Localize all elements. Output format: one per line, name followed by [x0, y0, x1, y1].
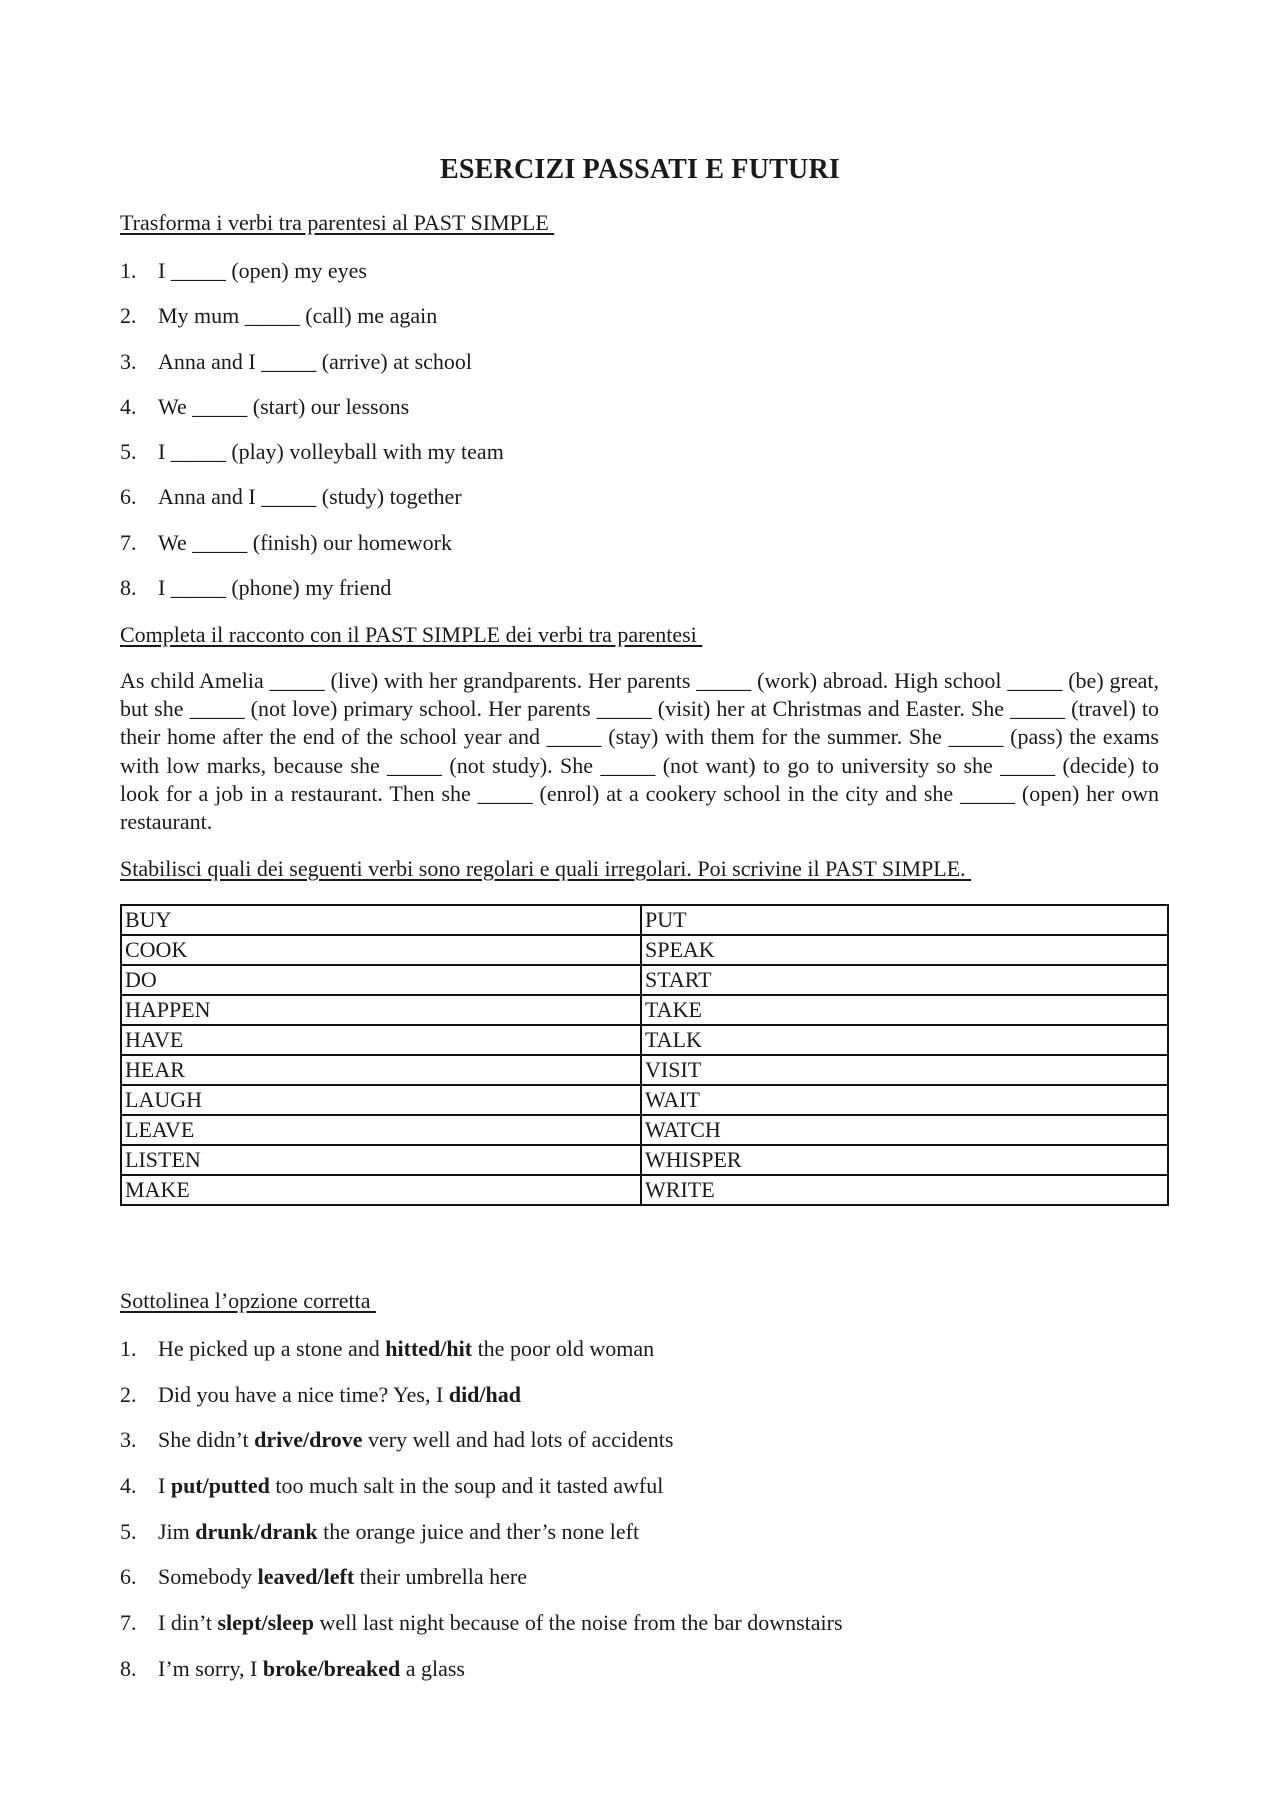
page-title: ESERCIZI PASSATI E FUTURI: [440, 154, 840, 185]
list-item: 5. Jim drunk/drank the orange juice and ther’s none left: [120, 1518, 640, 1544]
table-row: [121, 905, 1168, 935]
list-item: 6. Somebody leaved/left their umbrella here: [120, 1564, 528, 1590]
table-row: [121, 1175, 1168, 1205]
table-row: [121, 1085, 1168, 1115]
table-row: [121, 1025, 1168, 1055]
list-item: 2. My mum _____ (call) me again: [120, 303, 438, 329]
table-cell: SPEAK: [641, 935, 1168, 965]
verbs-table: [120, 904, 1169, 1206]
story-paragraph: As child Amelia _____ (live) with her grandparents. Her parents _____ (work) abroad. High school _____ (be) great, but she _____ (not love) primary school. Her parents _____ (visit) her at Christmas and Easter. She _____ (travel) to their home after the end of the school year and _____ (stay) with them for the summer. She _____ (pass) the exams with low marks, because she _____ (not study). She _____ (not want) to go to university so she _____ (decide) to look for a job in a restaurant. Then she _____ (enrol) at a cookery school in the city and she _____ (open) her own restaurant.: [120, 668, 1159, 835]
table-cell: WATCH: [641, 1115, 1168, 1145]
list-item: 6. Anna and I _____ (study) together: [120, 484, 462, 510]
table-cell: WAIT: [641, 1085, 1168, 1115]
list-item: 1. He picked up a stone and hitted/hit the poor old woman: [120, 1336, 655, 1361]
table-cell: PUT: [641, 905, 1168, 935]
section2-heading: Completa il racconto con il PAST SIMPLE dei verbi tra parentesi: [120, 622, 703, 647]
table-cell: DO: [121, 965, 641, 995]
section3-heading: Stabilisci quali dei seguenti verbi sono regolari e quali irregolari. Poi scrivine il PAST SIMPLE.: [120, 856, 972, 881]
list-item: 4. I put/putted too much salt in the soup and it tasted awful: [120, 1473, 664, 1499]
table-cell: TAKE: [641, 995, 1168, 1025]
table-cell: TALK: [641, 1025, 1168, 1055]
table-row: [121, 1115, 1168, 1145]
list-item: 5. I _____ (play) volleyball with my team: [120, 439, 504, 465]
table-row: [121, 965, 1168, 995]
table-cell: HAVE: [121, 1025, 641, 1055]
list-item: 3. Anna and I _____ (arrive) at school: [120, 348, 473, 374]
table-row: [121, 995, 1168, 1025]
list-item: 8. I’m sorry, I broke/breaked a glass: [120, 1655, 465, 1681]
table-cell: VISIT: [641, 1055, 1168, 1085]
list-item: 8. I _____ (phone) my friend: [120, 575, 392, 601]
section4-heading: Sottolinea l’opzione corretta: [120, 1288, 376, 1313]
list-item: 4. We _____ (start) our lessons: [120, 393, 410, 419]
table-cell: LAUGH: [121, 1085, 641, 1115]
table-cell: WHISPER: [641, 1145, 1168, 1175]
section1-exercise-list: [120, 248, 504, 610]
table-row: [121, 1055, 1168, 1085]
table-cell: LISTEN: [121, 1145, 641, 1175]
section1-heading: Trasforma i verbi tra parentesi al PAST SIMPLE: [120, 210, 555, 235]
list-item: 7. I din’t slept/sleep well last night because of the noise from the bar downstairs: [120, 1610, 843, 1636]
table-cell: WRITE: [641, 1175, 1168, 1205]
table-cell: HAPPEN: [121, 995, 641, 1025]
table-cell: COOK: [121, 935, 641, 965]
table-cell: HEAR: [121, 1055, 641, 1085]
list-item: 7. We _____ (finish) our homework: [120, 529, 452, 555]
table-cell: MAKE: [121, 1175, 641, 1205]
list-item: 2. Did you have a nice time? Yes, I did/had: [120, 1381, 521, 1407]
list-item: 3. She didn’t drive/drove very well and had lots of accidents: [120, 1427, 674, 1453]
section4-exercise-list: [120, 1326, 843, 1692]
table-row: [121, 1145, 1168, 1175]
table-cell: START: [641, 965, 1168, 995]
table-row: [121, 935, 1168, 965]
list-item: 1. I _____ (open) my eyes: [120, 258, 367, 283]
table-cell: BUY: [121, 905, 641, 935]
table-cell: LEAVE: [121, 1115, 641, 1145]
